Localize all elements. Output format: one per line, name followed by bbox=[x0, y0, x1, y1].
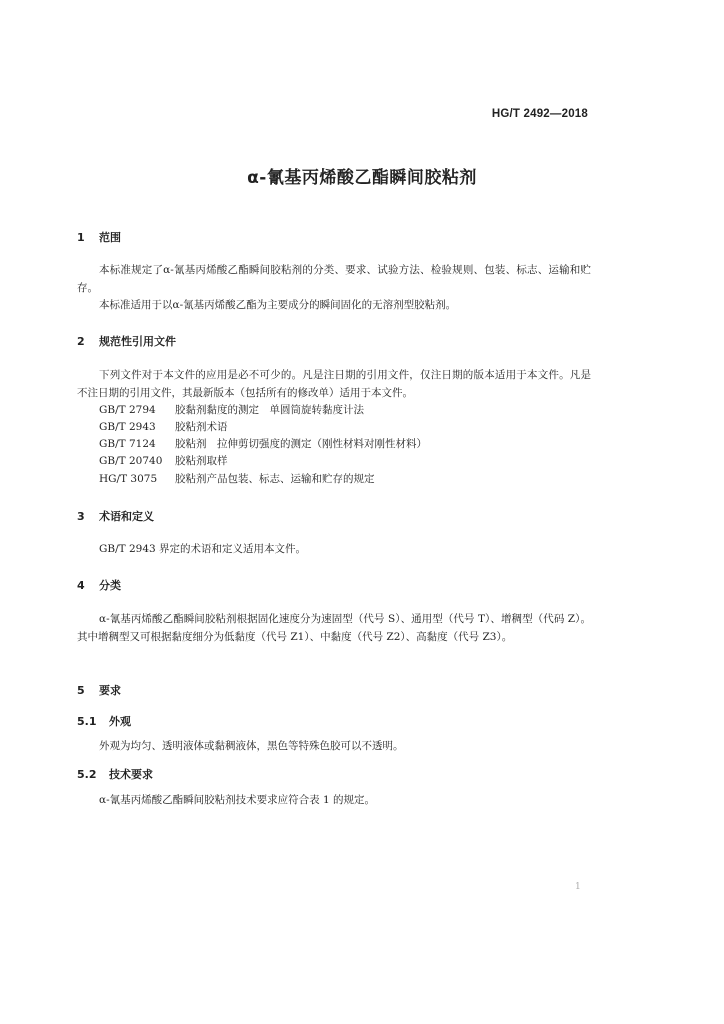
reference-code: GB/T 2943 bbox=[99, 421, 156, 433]
standard-number: HG/T 2492—2018 bbox=[491, 108, 588, 120]
subsection-number: 5.2 bbox=[77, 768, 97, 781]
subsection-title: 技术要求 bbox=[109, 768, 153, 781]
section-title: 要求 bbox=[99, 684, 121, 697]
reference-name: 胶粘剂 拉伸剪切强度的测定（刚性材料对刚性材料） bbox=[175, 438, 427, 450]
page-number: 1 bbox=[575, 882, 581, 892]
section-5-heading bbox=[77, 682, 121, 698]
section-5-2-paragraph-1: α-氰基丙烯酸乙酯瞬间胶粘剂技术要求应符合表 1 的规定。 bbox=[99, 794, 375, 806]
subsection-number: 5.1 bbox=[77, 715, 97, 728]
reference-item bbox=[99, 436, 427, 454]
section-number: 3 bbox=[77, 510, 85, 523]
reference-item bbox=[99, 453, 228, 471]
section-title: 规范性引用文件 bbox=[99, 335, 176, 348]
reference-name: 胶粘剂产品包装、标志、运输和贮存的规定 bbox=[175, 473, 375, 485]
reference-code: GB/T 2794 bbox=[99, 404, 156, 416]
reference-item bbox=[99, 402, 364, 420]
reference-code: GB/T 20740 bbox=[99, 455, 163, 467]
section-2-heading bbox=[77, 333, 176, 349]
section-number: 1 bbox=[77, 231, 85, 244]
reference-item bbox=[99, 419, 228, 437]
subsection-title: 外观 bbox=[109, 715, 131, 728]
reference-code: GB/T 7124 bbox=[99, 438, 156, 450]
section-4-paragraph-1: α-氰基丙烯酸乙酯瞬间胶粘剂根据固化速度分为速固型（代号 S）、通用型（代号 T）、增稠型（代码 Z）。其中增稠型又可根据黏度细分为低黏度（代号 Z1）、中黏度（代号 Z2）、高黏度（代号 Z3）。 bbox=[77, 613, 591, 643]
reference-name: 胶粘剂取样 bbox=[175, 455, 228, 467]
section-5-1-heading bbox=[77, 713, 131, 729]
reference-item bbox=[99, 471, 375, 489]
section-title: 术语和定义 bbox=[99, 510, 154, 523]
section-1-heading bbox=[77, 229, 121, 245]
section-5-1-paragraph-1: 外观为均匀、透明液体或黏稠液体，黑色等特殊色胶可以不透明。 bbox=[99, 740, 404, 752]
document-title: α-氰基丙烯酸乙酯瞬间胶粘剂 bbox=[247, 168, 477, 188]
section-number: 4 bbox=[77, 579, 85, 592]
section-number: 2 bbox=[77, 335, 85, 348]
section-3-heading bbox=[77, 508, 154, 524]
section-2-paragraph-1: 下列文件对于本文件的应用是必不可少的。凡是注日期的引用文件，仅注日期的版本适用于本文件。凡是不注日期的引用文件，其最新版本（包括所有的修改单）适用于本文件。 bbox=[77, 369, 591, 399]
reference-name: 胶黏剂黏度的测定 单圆筒旋转黏度计法 bbox=[175, 404, 364, 416]
section-5-2-heading bbox=[77, 766, 153, 782]
reference-name: 胶粘剂术语 bbox=[175, 421, 228, 433]
section-1-paragraph-2: 本标准适用于以α-氰基丙烯酸乙酯为主要成分的瞬间固化的无溶剂型胶粘剂。 bbox=[99, 299, 457, 311]
section-3-paragraph-1: GB/T 2943 界定的术语和定义适用本文件。 bbox=[99, 543, 307, 555]
reference-code: HG/T 3075 bbox=[99, 473, 158, 485]
section-title: 范围 bbox=[99, 231, 121, 244]
section-4-heading bbox=[77, 577, 121, 593]
section-title: 分类 bbox=[99, 579, 121, 592]
section-1-paragraph-1: 本标准规定了α-氰基丙烯酸乙酯瞬间胶粘剂的分类、要求、试验方法、检验规则、包装、标志、运输和贮存。 bbox=[77, 264, 591, 294]
section-number: 5 bbox=[77, 684, 85, 697]
